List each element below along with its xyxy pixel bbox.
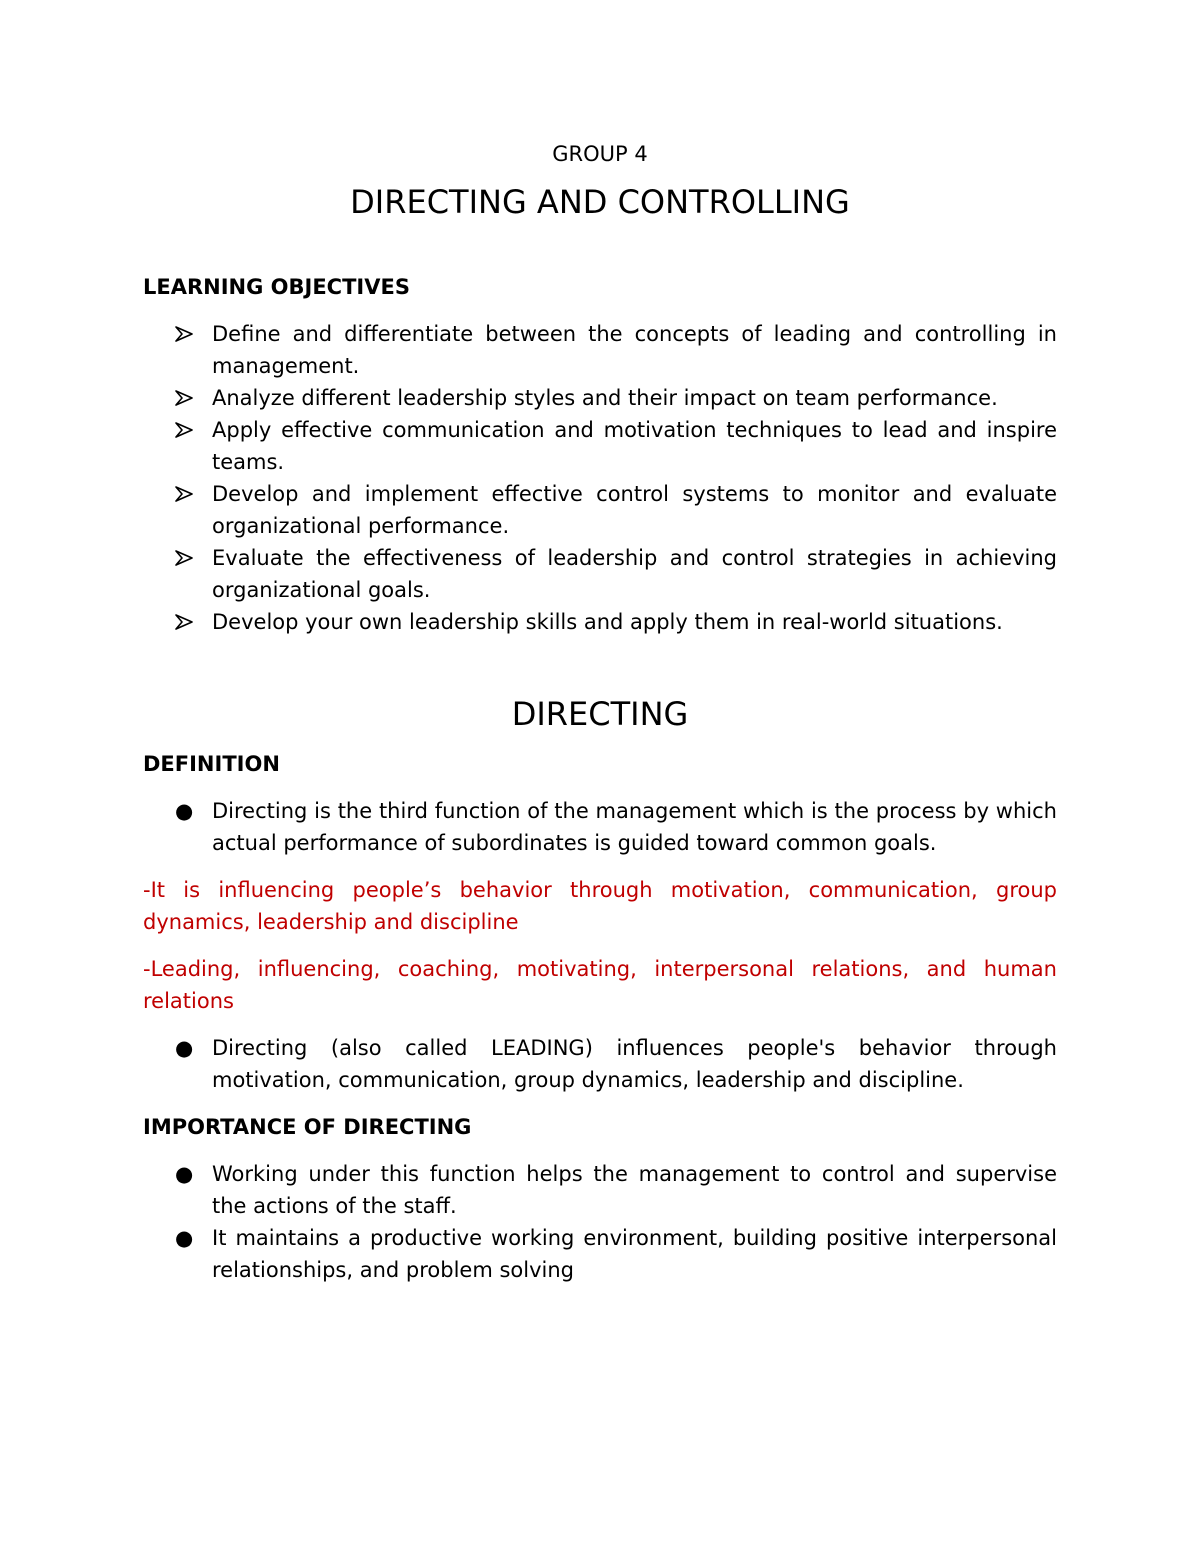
list-item (143, 382, 1057, 414)
list-item (143, 478, 1057, 542)
document-page (143, 138, 1057, 1286)
objective-text: Evaluate the effectiveness of leadership and control strategies in achieving organizational goals. (212, 546, 1057, 602)
definition-list-2 (143, 1032, 1057, 1096)
list-item (143, 318, 1057, 382)
round-bullet-icon: ● (175, 799, 194, 823)
definition-list (143, 795, 1057, 859)
list-item (143, 1032, 1057, 1096)
objective-text: Develop your own leadership skills and apply them in real-world situations. (212, 610, 1003, 634)
list-item (143, 606, 1057, 638)
learning-objectives-list (143, 318, 1057, 638)
importance-heading: IMPORTANCE OF DIRECTING (143, 1115, 472, 1139)
importance-list (143, 1158, 1057, 1286)
list-item (143, 1222, 1057, 1286)
objective-text: Analyze different leadership styles and their impact on team performance. (212, 386, 998, 410)
round-bullet-icon: ● (175, 1162, 194, 1186)
list-item (143, 1158, 1057, 1222)
importance-text: It maintains a productive working environment, building positive interpersonal relationships, and problem solving (212, 1226, 1057, 1282)
objective-text: Define and differentiate between the concepts of leading and controlling in management. (212, 322, 1057, 378)
definition-text: Directing is the third function of the management which is the process by which actual performance of subordinates is guided toward common goals. (212, 799, 1057, 855)
importance-text: Working under this function helps the management to control and supervise the actions of the staff. (212, 1162, 1057, 1218)
list-item (143, 795, 1057, 859)
round-bullet-icon: ● (175, 1036, 194, 1060)
group-label: GROUP 4 (552, 142, 648, 166)
red-emphasis-line: -Leading, influencing, coaching, motivating, interpersonal relations, and human relations (143, 957, 1057, 1013)
directing-heading: DIRECTING (511, 695, 689, 733)
objective-text: Apply effective communication and motivation techniques to lead and inspire teams. (212, 418, 1057, 474)
definition-heading: DEFINITION (143, 752, 280, 776)
learning-objectives-heading: LEARNING OBJECTIVES (143, 275, 410, 299)
list-item (143, 414, 1057, 478)
definition-text: Directing (also called LEADING) influences people's behavior through motivation, communication, group dynamics, leadership and discipline. (212, 1036, 1057, 1092)
objective-text: Develop and implement effective control systems to monitor and evaluate organizational performance. (212, 482, 1057, 538)
document-title: DIRECTING AND CONTROLLING (350, 183, 850, 221)
round-bullet-icon: ● (175, 1226, 194, 1250)
list-item (143, 542, 1057, 606)
red-emphasis-line: -It is influencing people’s behavior through motivation, communication, group dynamics, leadership and discipline (143, 878, 1057, 934)
